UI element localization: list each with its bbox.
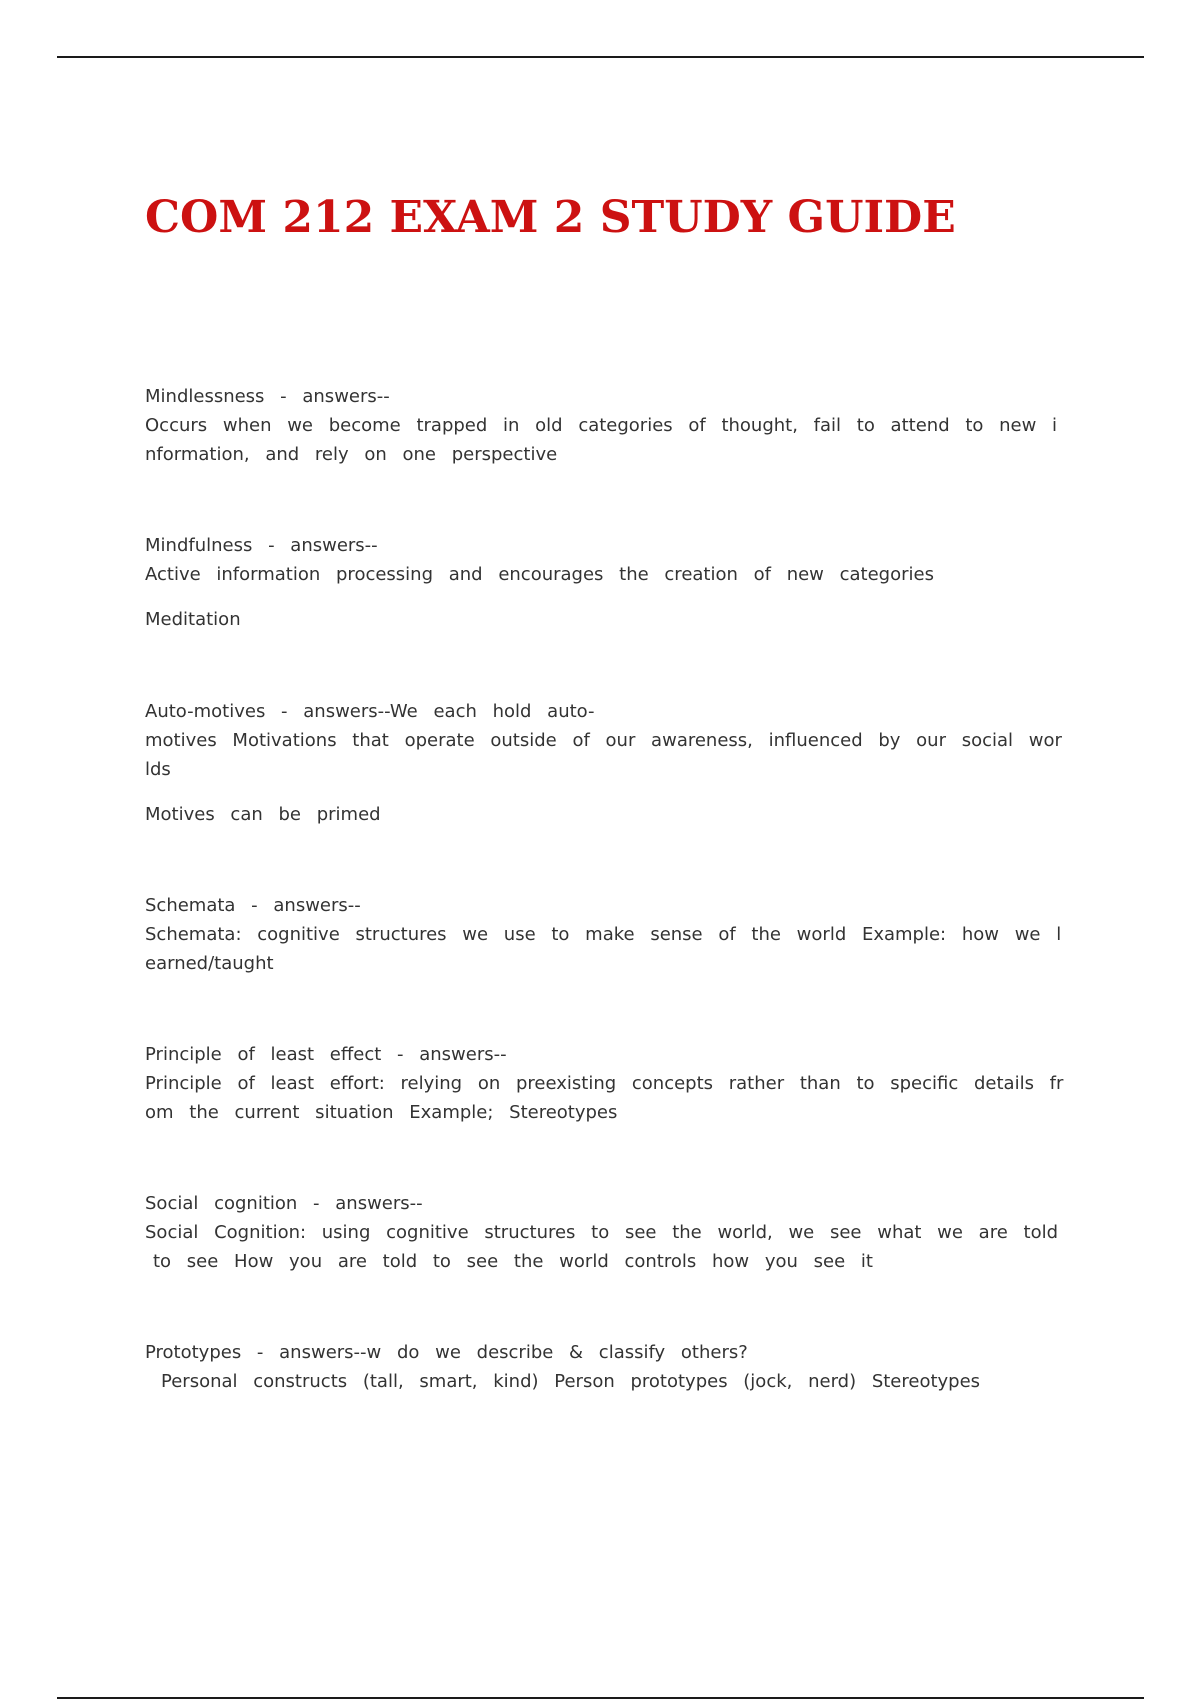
entry-definition-line: Occurs when we become trapped in old categories of thought, fail to attend to new i bbox=[145, 415, 1058, 436]
entry-definition-line: om the current situation Example; Stereotypes bbox=[145, 1102, 618, 1123]
entry-extra-note: Motives can be primed bbox=[145, 804, 381, 825]
entry-term-line: Schemata - answers-- bbox=[145, 895, 361, 916]
entry-mindlessness bbox=[145, 382, 1085, 469]
entry-definition-line: to see How you are told to see the world controls how you see it bbox=[153, 1251, 873, 1272]
entry-term-line: Social cognition - answers-- bbox=[145, 1193, 423, 1214]
bottom-rule bbox=[57, 1697, 1144, 1699]
entry-principle-of-least-effect bbox=[145, 1040, 1085, 1127]
entry-definition-line: nformation, and rely on one perspective bbox=[145, 444, 558, 465]
entry-definition-line: Social Cognition: using cognitive structures to see the world, we see what we are told bbox=[145, 1222, 1059, 1243]
entry-prototypes bbox=[145, 1338, 1085, 1396]
entry-definition-line: Active information processing and encourages the creation of new categories bbox=[145, 564, 934, 585]
entry-term-line: Prototypes - answers--w do we describe & classify others? bbox=[145, 1342, 748, 1363]
entry-social-cognition bbox=[145, 1189, 1085, 1276]
page-title: COM 212 EXAM 2 STUDY GUIDE bbox=[145, 192, 956, 243]
entry-definition-line: Personal constructs (tall, smart, kind) Person prototypes (jock, nerd) Stereotypes bbox=[161, 1371, 981, 1392]
entry-definition-line: Schemata: cognitive structures we use to make sense of the world Example: how we l bbox=[145, 924, 1062, 945]
entry-auto-motives bbox=[145, 697, 1085, 829]
entry-definition-line: earned/taught bbox=[145, 953, 274, 974]
entry-mindfulness bbox=[145, 531, 1085, 634]
entry-term-line: Auto-motives - answers--We each hold auto- bbox=[145, 701, 595, 722]
entry-definition-line: motives Motivations that operate outside of our awareness, influenced by our social wor bbox=[145, 730, 1062, 751]
entry-extra-note: Meditation bbox=[145, 609, 241, 630]
entry-definition-line: lds bbox=[145, 759, 171, 780]
entry-term-line: Mindfulness - answers-- bbox=[145, 535, 378, 556]
top-rule bbox=[57, 56, 1144, 58]
entry-definition-line: Principle of least effort: relying on preexisting concepts rather than to specific details fr bbox=[145, 1073, 1064, 1094]
entry-term-line: Mindlessness - answers-- bbox=[145, 386, 390, 407]
entry-term-line: Principle of least effect - answers-- bbox=[145, 1044, 507, 1065]
entry-schemata bbox=[145, 891, 1085, 978]
